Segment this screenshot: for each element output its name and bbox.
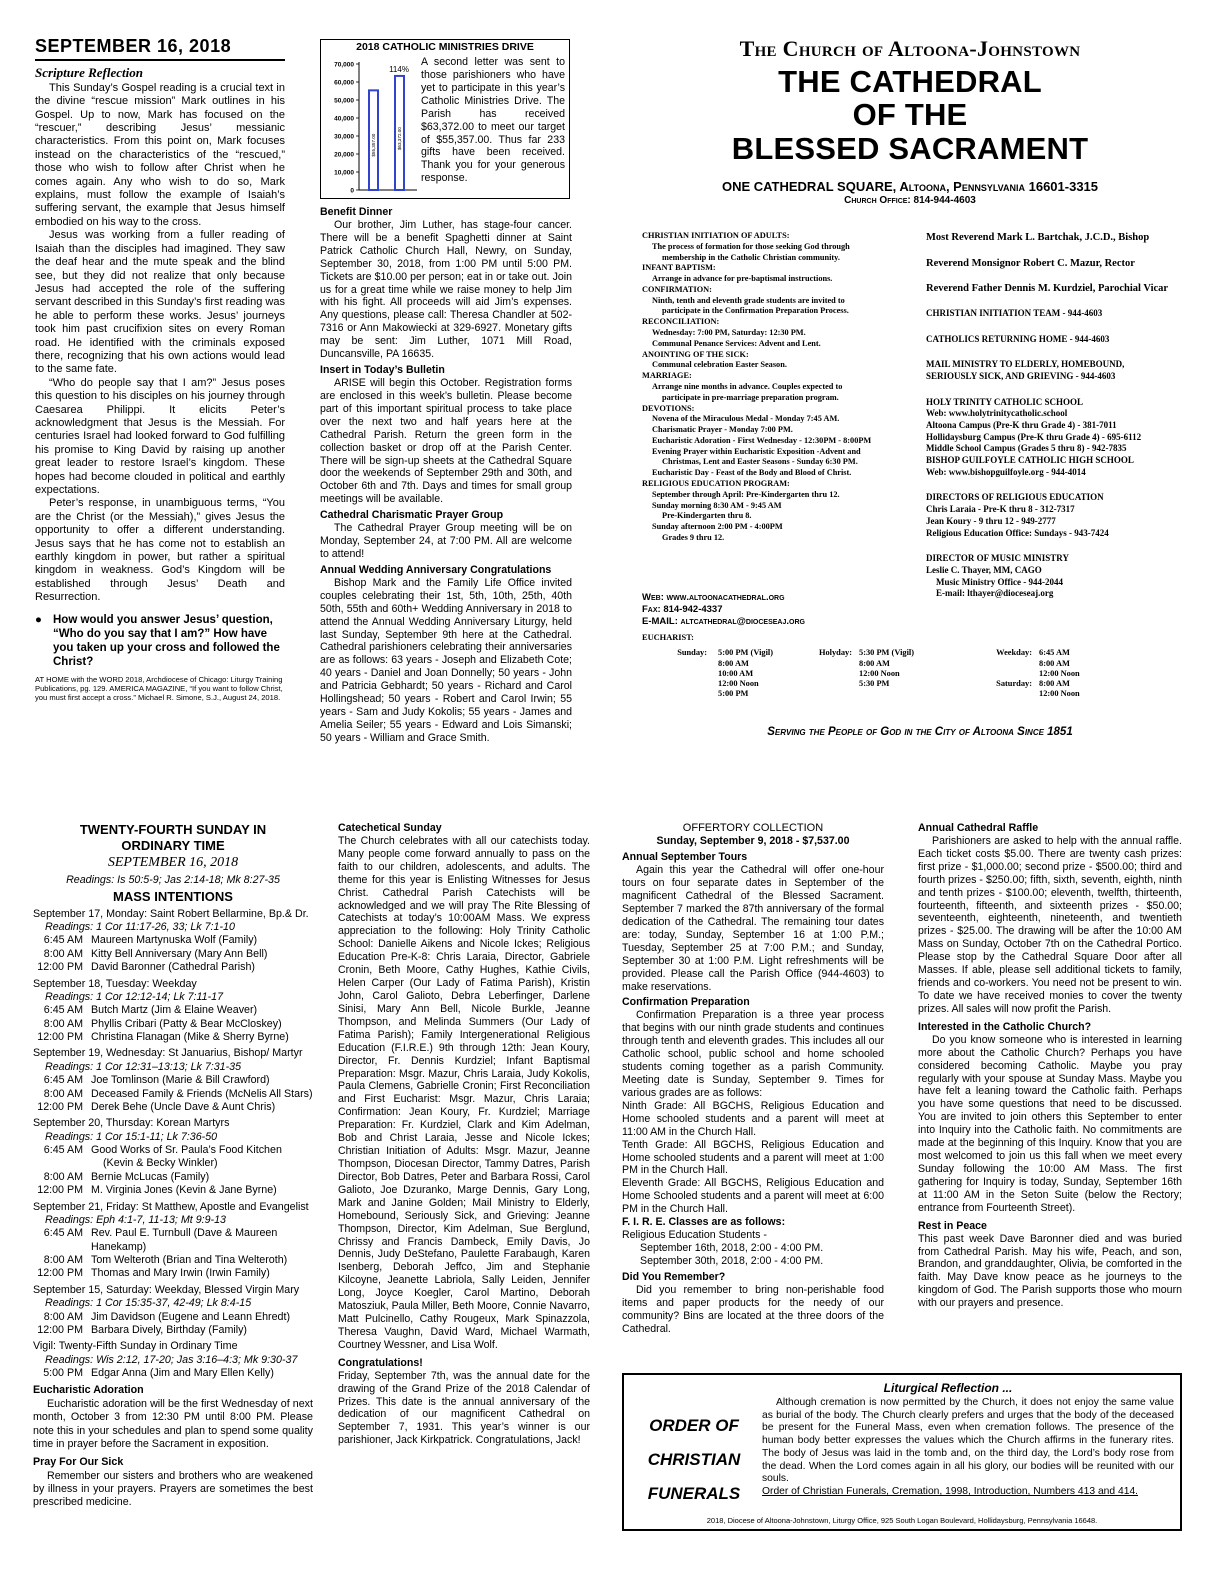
directory-line: Communal celebration Easter Season. xyxy=(652,360,787,370)
interest-text: Do you know someone who is interested in learning more about the Catholic Church? Perhaps you have considered becoming Catholic. Maybe you pray regularly with your spouse at Sunday Mass. Maybe you have felt a leaning toward the Catholic faith. Perhaps you have some questions that need to be discussed. You are invited to join others this September to enter into Inquiry into the Catholic faith. No commitments are made at the beginning of this Inquiry. Know that you are most welcomed to join us this fall when we meet every Sunday following the 10:00 AM Mass. The first gathering for Inquiry is today, Sunday, September 16th at 11:00 AM in the Seton Suite (below the Rectory; entrance from Fourteenth Street). xyxy=(918,1033,1182,1214)
mass-time: 8:00 AM xyxy=(43,1254,83,1267)
mass-intention-text: Tom Welteroth (Brian and Tina Welteroth) xyxy=(91,1254,288,1267)
mass-intention-text: M. Virginia Jones (Kevin & Jane Byrne) xyxy=(91,1184,277,1197)
mass-day: Vigil: Twenty-Fifth Sunday in Ordinary Time xyxy=(33,1340,238,1353)
staff-line: CATHOLICS RETURNING HOME - 944-4603 xyxy=(926,333,1110,344)
eucharist-label: EUCHARIST: xyxy=(642,633,694,642)
eucharist-day-label: Saturday: xyxy=(996,679,1032,688)
serving-tagline: Serving the People of God in the City of Altoona Since 1851 xyxy=(767,726,1073,738)
directory-line: Eucharistic Day - Feast of the Body and Blood of Christ. xyxy=(652,468,852,478)
mass-intention-text: Kitty Bell Anniversary (Mary Ann Bell) xyxy=(91,947,268,960)
directory-label: ANOINTING OF THE SICK: xyxy=(642,349,749,359)
church-name: The Church of Altoona-Johnstown xyxy=(739,36,1081,61)
directory-line: Sunday afternoon 2:00 PM - 4:00PM xyxy=(652,522,783,532)
reflection-column xyxy=(35,36,285,761)
eucharist-time: 5:30 PM xyxy=(859,679,890,688)
eucharist-time: 6:45 AM xyxy=(1039,648,1070,658)
cathedral-title-line2: OF THE xyxy=(852,97,968,133)
y-tick-label: 10,000 xyxy=(334,169,354,177)
mass-intention-text: Christina Flanagan (Mike & Sherry Byrne) xyxy=(91,1031,289,1044)
mass-intention xyxy=(33,1227,313,1254)
congratulations-text: Friday, September 7th, was the annual date for the drawing of the Grand Prize of the 2018 Calendar of Prizes. This date is the annual anniversary of the dedication of our magnificent Cathedral on September 7, 1931. This year’s winner is our parishioner, Jack Kirkpatrick. Congratulations, Jack! xyxy=(338,1369,590,1447)
mass-day-readings: Readings: Eph 4:1-7, 11-13; Mt 9:9-13 xyxy=(45,1213,227,1226)
fire-date: September 30th, 2018, 2:00 - 4:00 PM. xyxy=(640,1254,824,1267)
eucharist-day-label: Sunday: xyxy=(677,648,707,658)
staff-line: CHRISTIAN INITIATION TEAM - 944-4603 xyxy=(926,307,1103,318)
mass-time: 12:00 PM xyxy=(37,1184,83,1197)
staff-line: Middle School Campus (Grades 5 thru 8) - 942-7835 xyxy=(926,443,1127,454)
mass-intentions-column xyxy=(33,822,313,1567)
y-tick-label: 40,000 xyxy=(334,115,354,123)
mass-time: 12:00 PM xyxy=(37,961,83,974)
mass-intention-text: Barbara Dively, Birthday (Family) xyxy=(91,1323,247,1336)
mass-time: 8:00 AM xyxy=(43,1017,83,1030)
mass-day-readings: Readings: 1 Cor 11:17-26, 33; Lk 7:1-10 xyxy=(45,921,235,934)
adoration-heading: Eucharistic Adoration xyxy=(33,1384,144,1397)
mass-intention-text: Butch Martz (Jim & Elaine Weaver) xyxy=(91,1004,258,1017)
masthead xyxy=(620,36,1200,216)
mass-intention xyxy=(33,1144,313,1157)
mass-day: September 19, Wednesday: St Januarius, Bishop/ Martyr xyxy=(33,1047,303,1060)
directory-label: DEVOTIONS: xyxy=(642,403,695,413)
directory-line: Novena of the Miraculous Medal - Monday 7:45 AM. xyxy=(652,414,840,424)
mass-days xyxy=(33,908,313,1381)
sunday-readings: Readings: Is 50:5-9; Jas 2:14-18; Mk 8:27-35 xyxy=(66,873,280,886)
y-tick-label: 30,000 xyxy=(334,133,354,141)
mass-day: September 15, Saturday: Weekday, Blessed Virgin Mary xyxy=(33,1283,300,1296)
directory-line: Ninth, tenth and eleventh grade students are invited to xyxy=(652,295,845,305)
directory-line: September through April: Pre-Kindergarten thru 12. xyxy=(652,489,840,499)
mass-intention xyxy=(33,1088,313,1101)
prayer-group-text: The Cathedral Prayer Group meeting will be on Monday, September 24, at 7:00 PM. All are welcome to attend! xyxy=(320,522,572,560)
remember-heading: Did You Remember? xyxy=(622,1270,726,1283)
bullet-icon: ● xyxy=(35,613,42,626)
mass-intention xyxy=(33,1324,313,1337)
contact-block xyxy=(642,592,932,632)
y-tick-label: 50,000 xyxy=(334,97,354,105)
liturgical-text: Although cremation is now permitted by the Church, it does not enjoy the same value as burial of the body. The Church clearly prefers and urges that the body of the deceased be present for the Funeral Mass, even when cremation follows. The presence of the human body better expresses the values which the Church affirms in the funerary rites. The body of Jesus was laid in the tomb and, on the third day, the Lord’s body rose from the dead. When the Lord comes again in all his glory, our bodies will be reunited with our souls. xyxy=(762,1396,1174,1485)
eucharist-time: 8:00 AM xyxy=(1039,679,1070,688)
mass-intention-text: David Baronner (Cathedral Parish) xyxy=(91,961,255,974)
reflection-credit: AT HOME with the WORD 2018, Archdiocese of Chicago: Liturgy Training Publications, pg. 129. AMERICA MAGAZINE, “If you want to follow Christ, you must first accept a cross.” Michael R. Simone, S.J., August 24, 2018. xyxy=(35,674,283,702)
sunday-date: SEPTEMBER 16, 2018 xyxy=(107,855,239,871)
staff-line: SERIOUSLY SICK, AND GRIEVING - 944-4603 xyxy=(926,370,1116,381)
mass-time: 6:45 AM xyxy=(43,1144,83,1157)
drive-text: A second letter was sent to those parishioners who have yet to participate in this year’s Catholic Ministries Drive. The Parish has received $63,372.00 to meet our target of $55,357.00. Thus far 233 gifts have been received. Thank you for your generous response. xyxy=(421,56,565,185)
directory-line: participate in the Confirmation Preparation Process. xyxy=(662,306,849,316)
mass-intention-text: Phyllis Cribari (Patty & Bear McCloskey) xyxy=(91,1017,282,1030)
directory-line: Communal Penance Services: Advent and Lent. xyxy=(652,338,821,348)
directory-line: Evening Prayer within Eucharistic Exposition -Advent and xyxy=(652,446,861,456)
mass-time: 8:00 AM xyxy=(43,1087,83,1100)
fire-date: September 16th, 2018, 2:00 - 4:00 PM. xyxy=(640,1241,824,1254)
email-address[interactable]: E-MAIL: altcathedral@dioceseaj.org xyxy=(642,615,805,627)
mass-intention-text: Thomas and Mary Irwin (Irwin Family) xyxy=(91,1267,270,1280)
directory-label: MARRIAGE: xyxy=(642,371,692,381)
eucharist-row xyxy=(672,659,1095,669)
mass-time: 8:00 AM xyxy=(43,1310,83,1323)
mass-intention xyxy=(33,1101,313,1114)
tenth-grade-text: Tenth Grade: All BGCHS, Religious Education and Home schooled students and a parent will meet at 1:00 PM in the Church Hall. xyxy=(622,1138,884,1177)
mass-intention xyxy=(33,948,313,961)
eucharist-row xyxy=(672,679,1095,689)
tours-text: Again this year the Cathedral will offer one-hour tours on four separate dates in September of the magnificent Cathedral of the Blessed Sacrament. September 7 marked the 87th anniversary of the formal dedication of the Cathedral. The remaining tour dates are: today, Sunday, September 16 at 1:00 P.M.; Tuesday, September 25 at 7:00 P.M.; and Sunday, September 30 at 1:00 P.M. Light refreshments will be provided. Please call the Parish Office (944-4603) to make reservations. xyxy=(622,864,884,993)
eucharist-day-label xyxy=(805,679,855,689)
mass-intention xyxy=(33,1311,313,1324)
insert-heading: Insert in Today’s Bulletin xyxy=(320,364,445,377)
mass-time: 8:00 AM xyxy=(43,947,83,960)
eucharist-row xyxy=(672,669,1095,679)
eucharist-time: 12:00 Noon xyxy=(859,668,900,678)
mass-intention xyxy=(33,1018,313,1031)
y-tick-label: 70,000 xyxy=(334,61,354,69)
mass-intention xyxy=(33,1184,313,1197)
mass-day-readings: Readings: 1 Cor 15:1-11; Lk 7:36-50 xyxy=(45,1130,218,1143)
staff-line: Chris Laraia - Pre-K thru 8 - 312-7317 xyxy=(926,504,1075,515)
staff-line: Music Ministry Office - 944-2044 xyxy=(936,576,1063,587)
eucharist-day-label xyxy=(672,689,710,699)
eucharist-time: 12:00 Noon xyxy=(1039,689,1080,699)
mass-intention xyxy=(33,1267,313,1280)
directory-line: Christmas, Lent and Easter Seasons - Sunday 6:30 PM. xyxy=(662,457,858,467)
mass-time: 6:45 AM xyxy=(43,1004,83,1017)
directory-label: INFANT BAPTISM: xyxy=(642,263,716,273)
directory-line: Wednesday: 7:00 PM, Saturday: 12:30 PM. xyxy=(652,328,806,338)
staff-directory xyxy=(926,231,1211,631)
rest-in-peace-heading: Rest in Peace xyxy=(918,1219,987,1232)
prayer-group-heading: Cathedral Charismatic Prayer Group xyxy=(320,509,504,522)
sunday-title: TWENTY-FOURTH SUNDAY IN ORDINARY TIME xyxy=(79,822,267,853)
reflection-paragraph: “Who do people say that I am?” Jesus poses this question to his disciples on his journey through Caesarea Philippi. It elicits Peter’s acknowledgment that Jesus is the Messiah. For centuries Israel had looked forward to God fulfilling his promise to King David by raising up another great leader to restore Israel’s kingdom. These hopes had become clouded in political and earthly expectations. xyxy=(35,376,285,496)
reflection-paragraph: This Sunday’s Gospel reading is a crucial text in the divine “rescue mission” Mark outlines in his Gospel. Up to now, Mark has focused on the “rescuer,” describing Jesus’ messianic characteristics. From this point on, Mark focuses instead on the characteristics of the “rescued,” those who wish to follow after Christ when he comes again. Any who wish to do so, Mark explains, must follow the example of Isaiah’s suffering servant, the example that Jesus himself embodied on his way to the cross. xyxy=(35,81,285,228)
mass-time xyxy=(33,1157,91,1170)
staff-line: Leslie C. Thayer, MM, CAGO xyxy=(926,564,1042,575)
sick-heading: Pray For Our Sick xyxy=(33,1456,124,1469)
church-office-phone: Church Office: 814-944-4603 xyxy=(844,195,976,207)
offertory-amount: Sunday, September 9, 2018 - $7,537.00 xyxy=(656,835,850,848)
directory-label: CONFIRMATION: xyxy=(642,284,712,294)
raffle-column xyxy=(918,822,1182,1362)
directory-label: RECONCILIATION: xyxy=(642,317,720,327)
mass-time: 6:45 AM xyxy=(43,1227,83,1240)
mass-intentions-heading: MASS INTENTIONS xyxy=(113,889,233,905)
mass-intention-text: Jim Davidson (Eugene and Leann Ehredt) xyxy=(91,1310,291,1323)
mass-intention-text: Derek Behe (Uncle Dave & Aunt Chris) xyxy=(91,1100,276,1113)
offertory-column xyxy=(622,822,884,1362)
mass-intention-text: Deceased Family & Friends (McNelis All Stars) xyxy=(91,1087,313,1100)
mass-intention-text: Joe Tomlinson (Marie & Bill Crawford) xyxy=(91,1074,270,1087)
rest-in-peace-text: This past week Dave Baronner died and was buried from Cathedral Parish. May his wife, Peach, and son, Brandon, and granddaughter, Olivia, be comforted in the faith. May Dave know peace as he journeys to the kingdom of God. The Parish supports those who mourn with our prayers and presence. xyxy=(918,1232,1182,1310)
mass-time: 6:45 AM xyxy=(43,1074,83,1087)
staff-line: Web: www.holytrinitycatholic.school xyxy=(926,408,1068,419)
staff-line: Hollidaysburg Campus (Pre-K thru Grade 4) - 695-6112 xyxy=(926,431,1142,442)
eucharist-schedule xyxy=(642,633,1202,713)
eucharist-time: 12:00 Noon xyxy=(718,679,759,688)
catechetical-column xyxy=(338,822,590,1567)
eucharist-time: 8:00 AM xyxy=(859,658,890,668)
mass-day-readings: Readings: 1 Cor 12:12-14; Lk 7:11-17 xyxy=(45,990,224,1003)
drive-percent-annotation: 114% xyxy=(389,64,409,74)
confirmation-heading: Confirmation Preparation xyxy=(622,996,750,1009)
staff-line: Jean Koury - 9 thru 12 - 949-2777 xyxy=(926,515,1056,526)
eucharist-time: 5:30 PM (Vigil) xyxy=(859,648,915,658)
liturgical-citation: Order of Christian Funerals, Cremation, 1998, Introduction, Numbers 413 and 414. xyxy=(762,1486,1139,1498)
y-tick-label: 60,000 xyxy=(334,79,354,87)
drive-bar-label: $63,372.00 xyxy=(397,127,402,151)
fire-heading: F. I. R. E. Classes are as follows: xyxy=(622,1216,786,1229)
eucharist-time: 10:00 AM xyxy=(718,668,754,678)
eucharist-day-label xyxy=(805,659,855,669)
adoration-text: Eucharistic adoration will be the first Wednesday of next month, October 3 from 12:30 PM until 8:00 PM. Please note this in your schedules and plan to spend some quality time in prayer before the Sacrament in exposition. xyxy=(33,1397,313,1450)
mass-intention-text: Rev. Paul E. Turnbull (Dave & Maureen Hanekamp) xyxy=(91,1227,278,1253)
remember-text: Did you remember to bring non-perishable food items and paper products for the needy of our community? Bins are located at the three doors of the Cathedral. xyxy=(622,1283,884,1335)
staff-line: Religious Education Office: Sundays - 943-7424 xyxy=(926,527,1109,538)
order-title-line: CHRISTIAN xyxy=(647,1450,741,1469)
mass-intention-text: Bernie McLucas (Family) xyxy=(91,1170,210,1183)
directory-line: membership in the Catholic Christian community. xyxy=(662,252,840,262)
directory-line: participate in pre-marriage preparation program. xyxy=(662,392,839,402)
raffle-text: Parishioners are asked to help with the annual raffle. Each ticket costs $5.00. There are twenty cash prizes: first prize - $1,000.00; second prize - $500.00; third and fourth prizes - $250.00; fifth, sixth, seventh, eighth, ninth and tenth prizes - $100.00; eleventh, twelfth, thirteenth, fourteenth, fifteenth, and sixteenth prizes - $50.00; seventeenth, eighteenth, nineteenth, and twentieth prizes - $25.00. The drawing will be after the 10:00 AM Mass on Sunday, October 7th on the Cathedral Portico. Please stop by the Cathedral Square Door after all Masses. If able, please sell additional tickets to family, friends and co-workers. You need not be present to win. To date we have received monies to cover the twenty prizes. All sales will now profit the Parish. xyxy=(918,834,1182,1015)
directory-line: Eucharistic Adoration - First Wednesday - 12:30PM - 8:00PM xyxy=(652,435,872,445)
congratulations-heading: Congratulations! xyxy=(338,1356,423,1369)
raffle-heading: Annual Cathedral Raffle xyxy=(918,822,1039,834)
eucharist-day-label xyxy=(672,669,710,679)
offertory-title: OFFERTORY COLLECTION xyxy=(682,822,824,834)
mass-time: 12:00 PM xyxy=(37,1267,83,1280)
directory-line: Charismatic Prayer - Monday 7:00 PM. xyxy=(652,425,793,435)
interest-heading: Interested in the Catholic Church? xyxy=(918,1020,1092,1033)
fax-number: Fax: 814-942-4337 xyxy=(642,603,723,615)
catechetical-text: The Church celebrates with all our catechists today. Many people come forward annually to pass on the faith to our children, adolescents, and adults. The theme for this year is Enlisting Witnesses for Jesus Christ. Cathedral Parish Catechists will be acknowledged and we will pray The Rite Blessing of Catechists at today’s 10:00AM Mass. We express appreciation to the following: Holy Trinity Catholic School: Danielle Aikens and Nicole Ickes; Religious Education Pre-K-8: Chris Laraia, Director, Gabriele Cronin, Beth Moore, Cathy Hughes, Kathie Civils, Helen Carper (Our Lady of Fatima Parish), Kristin John, Carol Galioto, Debra Leberfinger, Darlene Sinisi, Mary Ann Bell, Nicole Burkle, Jeanne Thompson, and Melinda Summers (Our Lady of Fatima Parish); Family Intergenerational Religious Education (F.I.R.E.) 9th through 12th: Jean Koury, Director, Fr. Dennis Kurdziel; Infant Baptismal Preparation: Msgr. Mazur, Chris Laraia, Judy Kokolis, Paula Clemens, Gabrielle Cronin; First Reconciliation and First Eucharist: Msgr. Mazur, Chris Laraia; Confirmation: Jean Koury, Fr. Kurdziel; Marriage Preparation: Fr. Kurdziel, Clark and Kim Adelman, Bob and Christ Laraia, Jesse and Nicole Ickes; Christian Initiation of Adults: Msgr. Mazur, Jeanne Thompson, Diocesan Director, Tammy Datres, Parish Director, Bob Datres, Peter and Barbara Rossi, Carol Galioto, Joe Dzuranko, Marge Dennis, Gary Long, Mark and Janine Golden; Mail Ministry to Elderly, Homebound, Seriously Sick, and Grieving: Jeanne Thompson, Director, Kim Adelman, Sue Berglund, Chrissy and Francis Dambeck, Emily Davis, Jo Dennis, Judy DeStefano, Paulette Farabaugh, Karen Isenberg, Deborah Jeffco, Jim and Stephanie Kilcoyne, Jeanette Labriola, Sally Leiden, Jennifer Long, Joyce Koegler, Carol Martino, Deborah Matosziuk, Paula Miller, Beth Moore, Connie Navarro, Matt Pulcinello, Cathy Rougeux, Mark Spinazzola, Theresa Vaughn, David Ward, Michael Warmath, Courtney Wessner, and Lisa Wolf. xyxy=(338,834,590,1351)
drive-bar-chart xyxy=(323,56,423,196)
y-tick-label: 20,000 xyxy=(334,151,354,159)
mass-time: 12:00 PM xyxy=(37,1100,83,1113)
order-title-line: FUNERALS xyxy=(647,1484,741,1503)
staff-line: Altoona Campus (Pre-K thru Grade 4) - 381-7011 xyxy=(926,420,1117,431)
staff-line: E-mail: lthayer@dioceseaj.org xyxy=(936,588,1054,599)
mass-intention-text: Good Works of Sr. Paula’s Food Kitchen xyxy=(91,1144,282,1157)
reflection-question-text: How would you answer Jesus’ question, “Who do you say that I am?” How have you taken up your cross and followed the Christ? xyxy=(53,613,280,668)
eucharist-row xyxy=(672,689,1095,699)
liturgical-footer: 2018, Diocese of Altoona-Johnstown, Liturgy Office, 925 South Logan Boulevard, Hollidaysburg, Pennsylvania 16648. xyxy=(706,1515,1098,1525)
cathedral-title-line3: BLESSED SACRAMENT xyxy=(731,130,1089,166)
drive-title: 2018 CATHOLIC MINISTRIES DRIVE xyxy=(356,41,534,53)
mass-intention xyxy=(33,1031,313,1044)
mass-intention xyxy=(33,961,313,974)
directory-line: Arrange nine months in advance. Couples expected to xyxy=(652,381,843,391)
ministries-drive-box xyxy=(320,39,570,199)
mass-time: 6:45 AM xyxy=(43,934,83,947)
announcements-column-top xyxy=(320,203,572,758)
anniversary-heading: Annual Wedding Anniversary Congratulations xyxy=(320,563,552,576)
catechetical-heading: Catechetical Sunday xyxy=(338,822,442,834)
benefit-dinner-text: Our brother, Jim Luther, has stage-four cancer. There will be a benefit Spaghetti dinner at Saint Patrick Catholic Church Hall, Newry, on Sunday, September 30, 2018, from 1:00 PM until 5:00 PM. Tickets are $10.00 per person; eat in or take out. Join us for a great time while we raise money to help Jim with his fight. All proceeds will aid Jim’s expenses. Any questions, please call: Theresa Chandler at 502-7316 or Ann Makowiecki at 329-6927. Monetary gifts may be sent: Jim Luther, 1071 Mill Road, Duncansville, PA 16635. xyxy=(320,218,572,361)
eucharist-time: 8:00 AM xyxy=(1039,658,1070,668)
liturgical-heading: Liturgical Reflection ... xyxy=(883,1381,1013,1395)
eucharist-time: 12:00 Noon xyxy=(1039,668,1080,678)
bulletin-date: SEPTEMBER 16, 2018 xyxy=(35,36,285,61)
mass-intention xyxy=(33,934,313,947)
mass-intention-text: (Kevin & Becky Winkler) xyxy=(103,1157,218,1170)
insert-text: ARISE will begin this October. Registration forms are enclosed in this week’s bulletin. Please become part of this important spiritual process to take place over the next two and half years here at the Cathedral Parish. Return the green form in the collection basket or drop off at the Parish Center. There will be sign-up sheets at the Cathedral Square door the weekends of September 29th and 30th, and October 6th and 7th. Days and times for small group meetings will be available. xyxy=(320,376,572,506)
staff-line: BISHOP GUILFOYLE CATHOLIC HIGH SCHOOL xyxy=(926,455,1134,466)
directory-line: The process of formation for those seeking God through xyxy=(652,241,850,251)
directory-line: Arrange in advance for pre-baptismal instructions. xyxy=(652,274,833,284)
clergy-line: Most Reverend Mark L. Bartchak, J.C.D., Bishop xyxy=(926,232,1150,243)
mass-day-readings: Readings: Wis 2:12, 17-20; Jas 3:16–4:3; Mk 9:30-37 xyxy=(45,1353,298,1366)
mass-day-readings: Readings: 1 Cor 12:31–13:13; Lk 7:31-35 xyxy=(45,1060,242,1073)
directory-line: Pre-Kindergarten thru 8. xyxy=(662,511,752,521)
mass-intention-text: Maureen Martynuska Wolf (Family) xyxy=(91,934,258,947)
mass-intention xyxy=(33,1004,313,1017)
mass-intention xyxy=(33,1074,313,1087)
scripture-reflection-heading: Scripture Reflection xyxy=(35,64,143,80)
directory-line: Sunday morning 8:30 AM - 9:45 AM xyxy=(652,500,782,510)
mass-day: September 20, Thursday: Korean Martyrs xyxy=(33,1117,230,1130)
staff-line: DIRECTORS OF RELIGIOUS EDUCATION xyxy=(926,492,1104,503)
directory-label: CHRISTIAN INITIATION OF ADULTS: xyxy=(642,231,790,240)
web-address[interactable]: Web: www.altoonacathedral.org xyxy=(642,592,785,603)
mass-intention xyxy=(33,1171,313,1184)
staff-line: Web: www.bishopguilfoyle.org - 944-4014 xyxy=(926,466,1086,477)
directory-line: Grades 9 thru 12. xyxy=(662,532,725,542)
drive-bar-label: $55,357.00 xyxy=(371,133,376,157)
mass-intention-text: Edgar Anna (Jim and Mary Ellen Kelly) xyxy=(91,1367,274,1380)
eucharist-day-label xyxy=(965,659,1035,669)
staff-line: DIRECTOR OF MUSIC MINISTRY xyxy=(926,553,1069,564)
eucharist-day-label xyxy=(672,659,710,669)
eucharist-day-label xyxy=(805,669,855,679)
mass-day: September 21, Friday: St Matthew, Apostle and Evangelist xyxy=(33,1200,309,1213)
reflection-paragraph: Jesus was working from a fuller reading of Isaiah than the disciples had imagined. They saw the deaf hear and the mute speak and the blind see, but they did not realize that only because Jesus had accepted the role of the suffering servant described in this Sunday’s first reading was he able to perform these works. Jesus’ journeys took him past crucifixion sites on every Roman road. He identified with the criminals exposed there, recognizing that his own actions would lead to the same fate. xyxy=(35,229,285,376)
confirmation-text: Confirmation Preparation is a three year process that begins with our ninth grade students and continues through tenth and eleventh grades. This includes all our Catholic school, public school and home schooled students coming together as a parish Community. Meeting date is Sunday, September 9. Times for various grades are as follows: xyxy=(622,1009,884,1099)
liturgical-reflection-box xyxy=(622,1373,1182,1531)
liturgical-text-block xyxy=(762,1381,1174,1499)
staff-line: HOLY TRINITY CATHOLIC SCHOOL xyxy=(926,396,1083,407)
eucharist-row xyxy=(672,648,1095,658)
eucharist-time: 5:00 PM xyxy=(718,689,749,699)
fire-line: Religious Education Students - xyxy=(622,1229,767,1242)
mass-day: September 17, Monday: Saint Robert Bellarmine, Bp.& Dr. xyxy=(33,907,309,920)
order-title-block xyxy=(632,1409,756,1511)
eucharist-day-label xyxy=(965,689,1035,699)
sick-text: Remember our sisters and brothers who are weakened by illness in your prayers. Prayers are sometimes the best prescribed medicine. xyxy=(33,1469,313,1509)
mass-time: 8:00 AM xyxy=(43,1170,83,1183)
reflection-question xyxy=(35,613,285,669)
eucharist-day-label xyxy=(805,689,855,699)
eucharist-time: 8:00 AM xyxy=(718,658,749,668)
y-tick-label: 0 xyxy=(350,187,354,195)
mass-intention xyxy=(33,1157,313,1170)
eucharist-day-label xyxy=(965,669,1035,679)
reflection-paragraph: Peter’s response, in unambiguous terms, “You are the Christ (or the Messiah),” gives Jesus the opportunity to offer a different understanding. Jesus says that he has come not to establish an earthly kingdom in power, but rather a spiritual kingdom in weakness. God’s Kingdom will be established through Jesus’ Death and Resurrection. xyxy=(35,497,285,604)
benefit-dinner-heading: Benefit Dinner xyxy=(320,206,393,218)
clergy-line: Reverend Father Dennis M. Kurdziel, Parochial Vicar xyxy=(926,283,1169,295)
cathedral-title-line1: THE CATHEDRAL xyxy=(778,63,1042,99)
church-address: ONE CATHEDRAL SQUARE, Altoona, Pennsylvania 16601-3315 xyxy=(721,179,1099,195)
mass-time: 12:00 PM xyxy=(37,1031,83,1044)
eleventh-grade-text: Eleventh Grade: All BGCHS, Religious Education and Home Schooled students and a parent will meet at 6:00 PM in the Church Hall. xyxy=(622,1177,884,1216)
mass-day: September 18, Tuesday: Weekday xyxy=(33,977,197,990)
ninth-grade-text: Ninth Grade: All BGCHS, Religious Education and Home schooled students and a parent will meet at 11:00 AM in the Church Hall. xyxy=(622,1099,884,1138)
mass-day-readings: Readings: 1 Cor 15:35-37, 42-49; Lk 8:4-15 xyxy=(45,1297,252,1310)
sacraments-directory xyxy=(642,231,932,581)
eucharist-time xyxy=(855,689,965,699)
mass-intention xyxy=(33,1367,313,1380)
eucharist-day-label: Holyday: xyxy=(818,648,852,658)
eucharist-table xyxy=(672,648,1095,699)
order-title-line: ORDER OF xyxy=(649,1416,739,1435)
anniversary-text: Bishop Mark and the Family Life Office invited couples celebrating their 1st, 5th, 10th, 25th, 40th 50th, 55th and 60th+ Wedding Anniversary in 2018 to attend the Annual Wedding Anniversary Liturgy, held last Sunday, September 9th here at the Cathedral. Cathedral parishioners celebrating their anniversaries are as follows: 63 years - Joseph and Elizabeth Cote; 40 years - Daniel and Joan Donnelly; 50 years - John and Patricia Gebhardt; 50 years - Richard and Carol Hollingshead; 50 years - Robert and Carol Irwin; 55 years - Sam and Judy Kokolis; 55 years - James and Amelia Seiler; 55 years - Edward and Lois Simanski; 50 years - William and Grace Smith. xyxy=(320,576,572,744)
staff-line: MAIL MINISTRY TO ELDERLY, HOMEBOUND, xyxy=(926,359,1125,370)
mass-time: 12:00 PM xyxy=(37,1323,83,1336)
clergy-line: Reverend Monsignor Robert C. Mazur, Rector xyxy=(926,257,1135,269)
eucharist-time: 5:00 PM (Vigil) xyxy=(718,648,774,658)
tours-heading: Annual September Tours xyxy=(622,851,748,864)
mass-time: 5:00 PM xyxy=(43,1367,83,1380)
eucharist-day-label xyxy=(672,679,710,689)
eucharist-day-label: Weekday: xyxy=(996,648,1032,658)
mass-intention xyxy=(33,1254,313,1267)
directory-label: RELIGIOUS EDUCATION PROGRAM: xyxy=(642,478,790,488)
